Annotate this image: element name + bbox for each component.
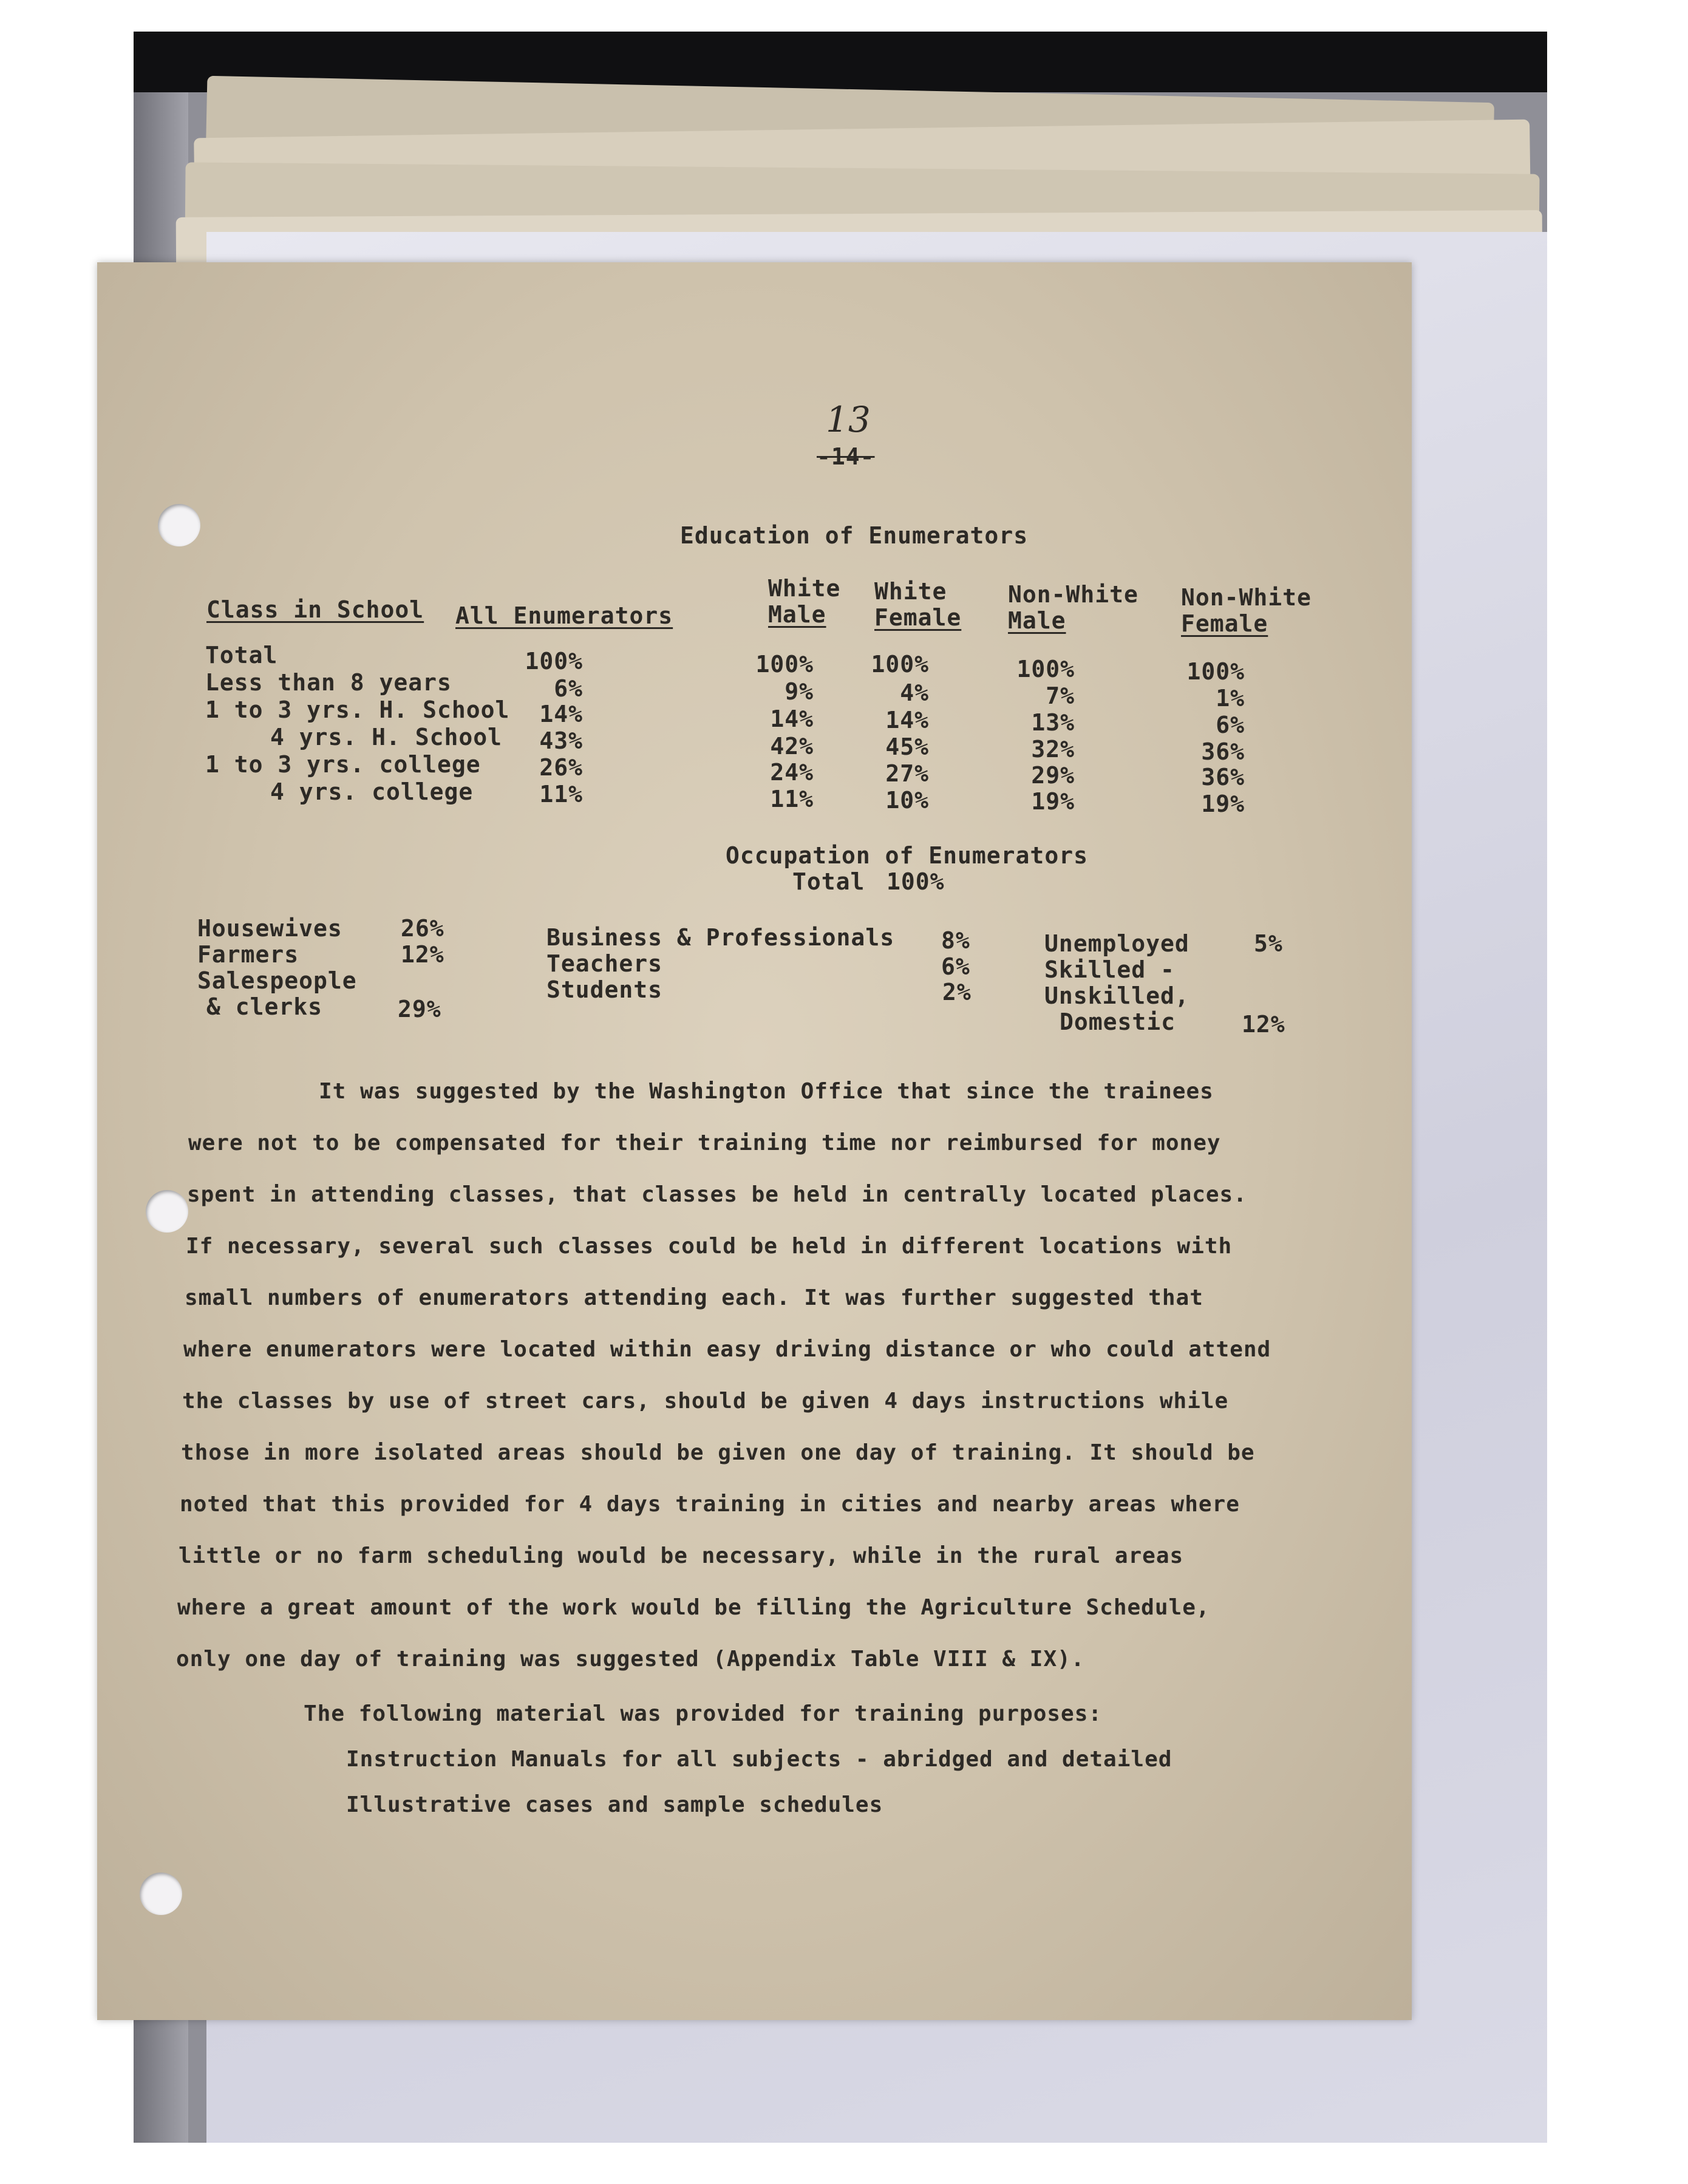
body-line-6: where enumerators were located within easy driving distance or who could attend (183, 1337, 1271, 1362)
occ-teachers-label: Teachers (546, 950, 663, 977)
occ-unskilled-label: Unskilled, (1044, 982, 1189, 1009)
handwritten-page-number: 13 (826, 399, 871, 440)
cell-nm-less8: 7% (1046, 682, 1075, 709)
cell-nf-1to3hs: 6% (1216, 712, 1245, 738)
header-nonwhite-male-line2: Male (1008, 607, 1066, 634)
cell-nm-1to3col: 29% (1031, 762, 1075, 789)
header-nonwhite-female-line1: Non-White (1181, 584, 1312, 611)
cell-all-4hs: 43% (539, 727, 583, 754)
body-line-5: small numbers of enumerators attending each. It was further suggested that (185, 1285, 1203, 1310)
body-line-11: where a great amount of the work would be filling the Agriculture Schedule, (177, 1595, 1210, 1620)
occ-clerks-value: 29% (398, 996, 441, 1022)
occ-domestic-label: Domestic (1060, 1009, 1176, 1035)
header-white-male-line2: Male (768, 601, 826, 628)
occ-domestic-value: 12% (1242, 1011, 1285, 1038)
cell-wf-total: 100% (871, 651, 929, 678)
row-label-4-hs: 4 yrs. H. School (270, 724, 503, 750)
body-line-3: spent in attending classes, that classes be held in centrally located places. (187, 1182, 1247, 1207)
cell-wm-less8: 9% (784, 678, 814, 705)
row-label-4-college: 4 yrs. college (270, 778, 474, 805)
materials-intro: The following material was provided for training purposes: (304, 1701, 1103, 1726)
body-line-1: It was suggested by the Washington Office that since the trainees (319, 1079, 1214, 1104)
cell-wf-1to3hs: 14% (885, 707, 929, 733)
body-line-10: little or no farm scheduling would be necessary, while in the rural areas (179, 1543, 1184, 1568)
cell-wf-1to3col: 27% (885, 760, 929, 787)
materials-item-2: Illustrative cases and sample schedules (346, 1792, 883, 1817)
occ-housewives-value: 26% (401, 915, 444, 942)
row-label-1to3-college: 1 to 3 yrs. college (205, 751, 481, 778)
body-line-4: If necessary, several such classes could be held in different locations with (186, 1234, 1233, 1259)
cell-nm-4hs: 32% (1031, 736, 1075, 763)
occ-teachers-value: 6% (941, 953, 970, 980)
occ-unemployed-label: Unemployed (1044, 930, 1189, 957)
cell-wf-4col: 10% (885, 787, 929, 814)
occupation-title: Occupation of Enumerators (726, 842, 1088, 869)
cell-wm-4col: 11% (770, 786, 814, 812)
cell-wm-total: 100% (755, 651, 814, 678)
cell-nm-total: 100% (1016, 656, 1075, 682)
cell-nm-4col: 19% (1031, 788, 1075, 815)
header-white-female-line1: White (874, 578, 947, 605)
cell-all-1to3hs: 14% (539, 701, 583, 727)
occupation-total-label: Total (792, 868, 865, 895)
occ-clerks-label: & clerks (206, 993, 323, 1020)
row-label-less-than-8: Less than 8 years (205, 669, 452, 696)
punch-hole (146, 1190, 188, 1233)
cell-nf-4col: 19% (1201, 791, 1245, 817)
typed-page (97, 262, 1412, 2020)
header-class-in-school: Class in School (206, 596, 424, 623)
punch-hole (158, 504, 200, 546)
cell-wf-4hs: 45% (885, 733, 929, 760)
body-line-7: the classes by use of street cars, should be given 4 days instructions while (182, 1389, 1229, 1413)
occ-salespeople-label: Salespeople (197, 967, 357, 994)
occ-business-value: 8% (941, 927, 970, 954)
row-label-total: Total (205, 642, 278, 668)
body-line-8: those in more isolated areas should be given one day of training. It should be (181, 1440, 1255, 1465)
typed-page-number: -14- (817, 443, 875, 470)
cell-wm-4hs: 42% (770, 733, 814, 760)
cell-wm-1to3hs: 14% (770, 706, 814, 732)
cell-all-4col: 11% (539, 781, 583, 808)
header-nonwhite-male-line1: Non-White (1008, 581, 1138, 608)
header-white-male-line1: White (768, 575, 841, 602)
cell-all-total: 100% (525, 648, 583, 675)
education-title: Education of Enumerators (680, 522, 1029, 549)
occ-unemployed-value: 5% (1254, 930, 1283, 957)
cell-nf-less8: 1% (1216, 685, 1245, 712)
row-label-1to3-hs: 1 to 3 yrs. H. School (205, 696, 510, 723)
cell-wm-1to3col: 24% (770, 759, 814, 786)
occ-business-label: Business & Professionals (546, 924, 895, 951)
occ-housewives-label: Housewives (197, 915, 342, 942)
cell-all-less8: 6% (554, 675, 583, 702)
materials-item-1: Instruction Manuals for all subjects - abridged and detailed (346, 1747, 1172, 1772)
occ-students-label: Students (546, 976, 663, 1003)
cell-nf-total: 100% (1186, 658, 1245, 685)
occ-farmers-value: 12% (401, 941, 444, 968)
body-line-9: noted that this provided for 4 days training in cities and nearby areas where (180, 1492, 1240, 1517)
occ-students-value: 2% (942, 979, 972, 1005)
cell-nm-1to3hs: 13% (1031, 709, 1075, 736)
punch-hole (140, 1873, 182, 1915)
cell-nf-4hs: 36% (1201, 738, 1245, 765)
cell-nf-1to3col: 36% (1201, 764, 1245, 791)
cell-all-1to3col: 26% (539, 754, 583, 781)
header-white-female-line2: Female (874, 604, 962, 631)
occupation-total-value: 100% (887, 868, 945, 895)
body-line-2: were not to be compensated for their training time nor reimbursed for money (188, 1131, 1221, 1155)
body-line-12: only one day of training was suggested (Appendix Table VIII & IX). (176, 1647, 1085, 1672)
header-nonwhite-female-line2: Female (1181, 610, 1268, 637)
cell-wf-less8: 4% (900, 679, 929, 706)
header-all-enumerators: All Enumerators (455, 602, 673, 629)
occ-farmers-label: Farmers (197, 941, 299, 968)
occ-skilled-label: Skilled - (1044, 956, 1175, 983)
